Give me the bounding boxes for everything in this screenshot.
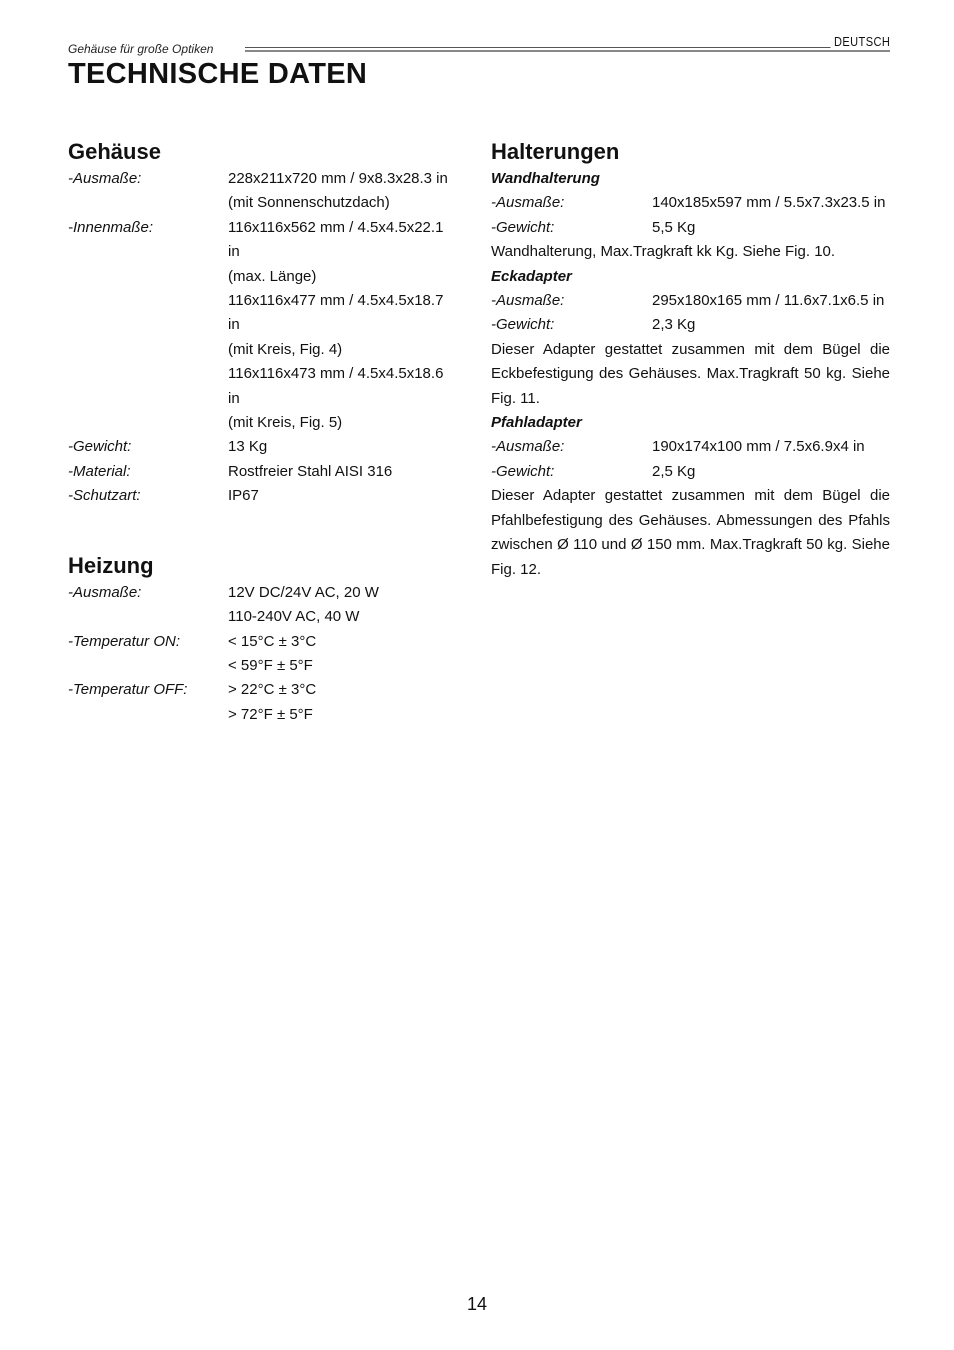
spec-label: -Gewicht:	[68, 438, 132, 456]
spec-label: -Ausmaße:	[491, 194, 565, 212]
halterungen-spec-list	[491, 167, 890, 582]
spec-label: -Gewicht:	[491, 462, 555, 480]
spec-row	[68, 484, 448, 508]
heizung-spec-list	[68, 581, 448, 727]
spec-label	[68, 362, 228, 411]
spec-label: -Gewicht:	[491, 218, 555, 236]
section-spacer	[68, 509, 448, 551]
right-column	[491, 137, 890, 582]
section-heading-halterungen: Halterungen	[491, 139, 620, 164]
page-number: 14	[466, 1294, 488, 1314]
spec-value: 116x116x473 mm / 4.5x4.5x18.6 in	[228, 365, 444, 407]
spec-row	[491, 313, 890, 337]
spec-value: > 22°C ± 3°C	[228, 681, 317, 699]
spec-label	[68, 338, 228, 362]
spec-value: IP67	[228, 487, 259, 505]
spec-value: > 72°F ± 5°F	[228, 705, 313, 723]
spec-value: (mit Kreis, Fig. 5)	[228, 414, 343, 432]
spec-value: 190x174x100 mm / 7.5x6.9x4 in	[652, 438, 865, 456]
header-subtitle: Gehäuse für große Optiken	[68, 42, 214, 56]
spec-row	[491, 460, 890, 484]
spec-label: -Ausmaße:	[68, 170, 142, 187]
spec-row	[68, 411, 448, 435]
eckadapter-note: Dieser Adapter gestattet zusammen mit dem Bügel die Eckbefestigung des Gehäuses. Max.Tragkraft 50 kg. Siehe Fig. 11.	[491, 340, 890, 407]
spec-value: 295x180x165 mm / 11.6x7.1x6.5 in	[652, 292, 885, 310]
spec-label: -Material:	[68, 462, 131, 480]
spec-value: 110-240V AC, 40 W	[228, 608, 360, 626]
header-rule	[245, 47, 890, 52]
spec-value: (mit Kreis, Fig. 4)	[228, 340, 343, 358]
spec-value: 140x185x597 mm / 5.5x7.3x23.5 in	[652, 194, 886, 212]
spec-row	[491, 216, 890, 240]
spec-row	[491, 435, 890, 459]
spec-value: (mit Sonnenschutzdach)	[228, 194, 390, 212]
spec-row	[68, 654, 448, 678]
language-label: DEUTSCH	[830, 34, 890, 49]
spec-value: (max. Länge)	[228, 267, 317, 285]
spec-label: -Gewicht:	[491, 316, 555, 334]
spec-value: 2,5 Kg	[652, 462, 696, 480]
spec-label	[68, 605, 228, 629]
spec-label	[68, 411, 228, 435]
subsection-title-eckadapter: Eckadapter	[491, 267, 572, 285]
spec-row	[68, 265, 448, 289]
spec-value: 13 Kg	[228, 438, 268, 456]
subsection-title-pfahladapter: Pfahladapter	[491, 414, 582, 432]
gehaeuse-spec-list	[68, 167, 448, 509]
spec-row	[68, 703, 448, 727]
section-heading-heizung: Heizung	[68, 552, 154, 578]
spec-value: 116x116x477 mm / 4.5x4.5x18.7 in	[228, 292, 444, 334]
spec-row	[68, 678, 448, 702]
spec-row	[68, 605, 448, 629]
spec-row	[68, 581, 448, 605]
spec-value: Rostfreier Stahl AISI 316	[228, 462, 393, 480]
left-column	[68, 137, 448, 727]
spec-row	[68, 289, 448, 338]
spec-row	[68, 435, 448, 459]
spec-label	[68, 703, 228, 727]
spec-label: -Temperatur OFF:	[68, 681, 188, 699]
spec-row	[68, 216, 448, 265]
section-heading-gehaeuse: Gehäuse	[68, 139, 161, 164]
spec-label: -Ausmaße:	[68, 583, 142, 601]
wandhalterung-note: Wandhalterung, Max.Tragkraft kk Kg. Siehe Fig. 10.	[491, 243, 836, 261]
spec-value: < 59°F ± 5°F	[228, 656, 313, 674]
spec-label	[68, 191, 228, 215]
spec-row	[68, 460, 448, 484]
spec-row	[491, 191, 890, 215]
spec-value: 2,3 Kg	[652, 316, 696, 334]
spec-label	[68, 289, 228, 338]
spec-row	[68, 167, 448, 191]
spec-label: -Ausmaße:	[491, 292, 565, 310]
spec-value: < 15°C ± 3°C	[228, 632, 317, 650]
spec-label: -Temperatur ON:	[68, 632, 180, 650]
spec-value: 12V DC/24V AC, 20 W	[228, 583, 379, 601]
spec-label: -Ausmaße:	[491, 438, 565, 456]
spec-row	[68, 338, 448, 362]
spec-row	[491, 289, 890, 313]
spec-label: -Innenmaße:	[68, 218, 154, 236]
spec-value: 228x211x720 mm / 9x8.3x28.3 in	[228, 170, 448, 187]
spec-label	[68, 654, 228, 678]
spec-value: 5,5 Kg	[652, 218, 696, 236]
spec-label	[68, 265, 228, 289]
spec-row	[68, 630, 448, 654]
page-title: TECHNISCHE DATEN	[68, 58, 368, 90]
spec-row	[68, 362, 448, 411]
subsection-title-wandhalterung: Wandhalterung	[491, 170, 600, 187]
spec-row	[68, 191, 448, 215]
spec-value: 116x116x562 mm / 4.5x4.5x22.1 in	[228, 218, 444, 261]
spec-label: -Schutzart:	[68, 487, 141, 505]
pfahladapter-note: Dieser Adapter gestattet zusammen mit dem Bügel die Pfahlbefestigung des Gehäuses. Abmessungen des Pfahls zwischen Ø 110 und Ø 150 mm. Max.Tragkraft 50 kg. Siehe Fig. 12.	[491, 487, 890, 578]
